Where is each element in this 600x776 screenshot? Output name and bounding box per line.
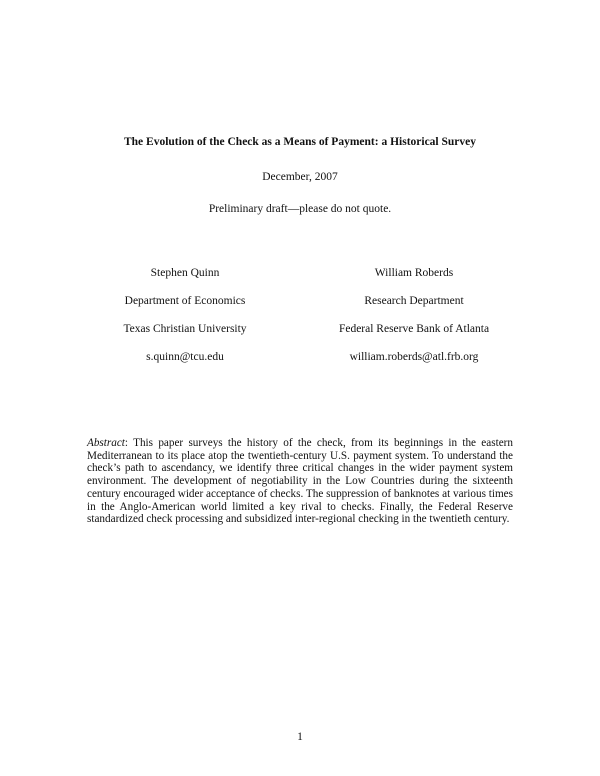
author-department: Department of Economics <box>124 295 246 307</box>
author-block-2 <box>304 266 524 378</box>
abstract <box>87 437 513 526</box>
page-number: 1 <box>297 731 303 743</box>
author-email: s.quinn@tcu.edu <box>146 351 224 363</box>
draft-note: Preliminary draft—please do not quote. <box>208 203 392 215</box>
author-name: William Roberds <box>374 267 454 279</box>
paper-date: December, 2007 <box>262 171 338 183</box>
author-block-1 <box>75 266 295 378</box>
abstract-label: Abstract <box>87 437 125 449</box>
author-department: Research Department <box>364 295 464 307</box>
paper-title: The Evolution of the Check as a Means of Payment: a Historical Survey <box>123 136 476 148</box>
author-institution: Texas Christian University <box>123 323 247 335</box>
author-email: william.roberds@atl.frb.org <box>349 351 479 363</box>
abstract-text: : This paper surveys the history of the check, from its beginnings in the eastern Mediterranean to its place atop the twentieth-century U.S. payment system. To understand the check’s path to ascendancy, we identify three critical changes in the wider payment system environment. The development of negotiability in the Low Countries during the sixteenth century encouraged wider acceptance of checks. The suppression of banknotes at various times in the Anglo-American world limited a key rival to checks. Finally, the Federal Reserve standardized check processing and subsidized inter-regional checking in the twentieth century. <box>87 437 513 526</box>
author-institution: Federal Reserve Bank of Atlanta <box>338 323 490 335</box>
author-name: Stephen Quinn <box>150 267 220 279</box>
